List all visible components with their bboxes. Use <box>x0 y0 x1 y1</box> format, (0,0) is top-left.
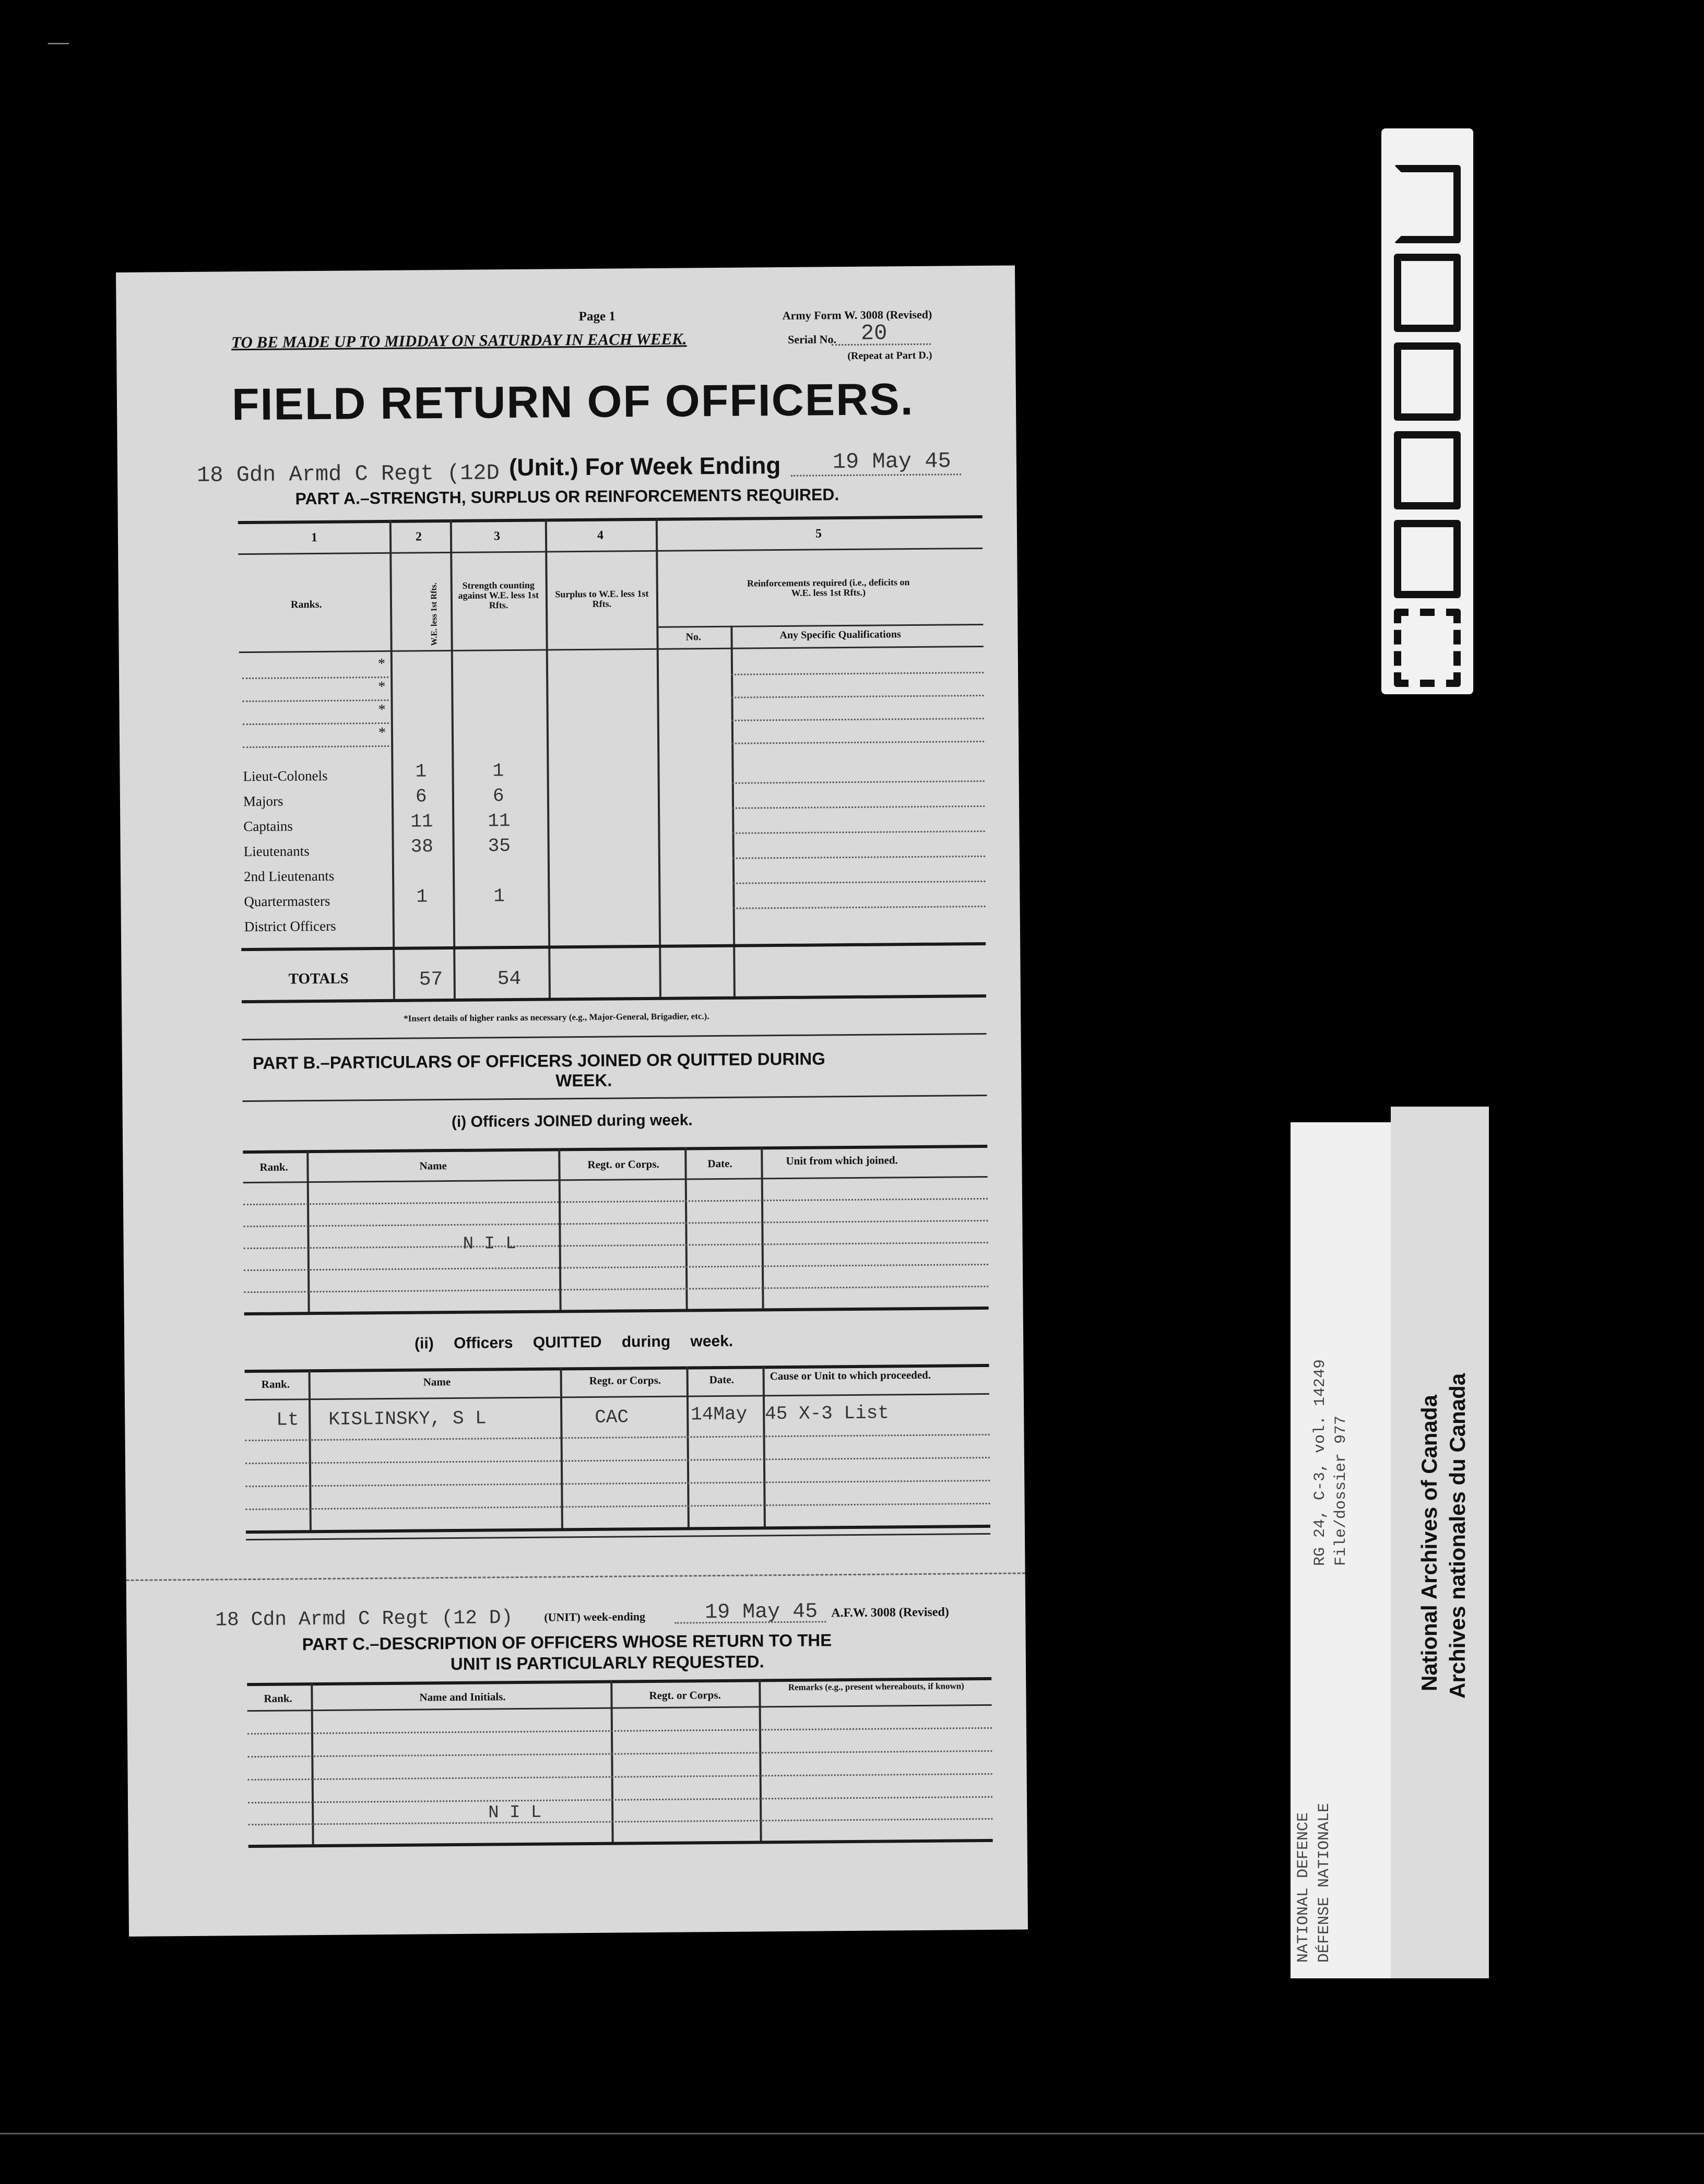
quitted-header-corps: Regt. or Corps. <box>589 1373 661 1387</box>
header-surplus: Surplus to W.E. less 1st Rfts. <box>555 588 649 609</box>
col-number-3: 3 <box>493 529 501 543</box>
target-digit-glyph <box>1394 165 1461 243</box>
target-digit-glyph <box>1394 342 1461 421</box>
rank-label: Lieut-Colonels <box>243 767 328 785</box>
we-value: 1 <box>416 886 428 908</box>
we-value: 38 <box>410 836 434 858</box>
rank-label: Lieutenants <box>243 843 310 860</box>
rank-label: Captains <box>243 818 293 835</box>
serial-note: (Repeat at Part D.) <box>847 349 932 362</box>
totals-label: TOTALS <box>288 970 349 988</box>
department-name-fr: DÉFENSE NATIONALE <box>1316 1802 1333 1963</box>
strength-value: 6 <box>492 785 504 807</box>
part-b-title-week: WEEK. <box>555 1070 612 1090</box>
quitted-cause: 45 X-3 List <box>765 1402 890 1425</box>
target-digit-glyph <box>1394 520 1461 598</box>
part-c-nil: N I L <box>488 1802 542 1823</box>
star-mark: * <box>378 724 386 741</box>
corner-mark: — <box>48 30 69 53</box>
star-mark: * <box>377 655 386 672</box>
serial-label: Serial No. <box>787 333 837 346</box>
target-digit-glyph <box>1394 431 1461 509</box>
header-we: W.E. less 1st Rfts. <box>429 582 439 646</box>
strength-value: 1 <box>493 885 505 907</box>
archive-reference: RG 24, C-3, vol. 14249 <box>1311 1359 1329 1566</box>
header-specific-qualifications: Any Specific Qualifications <box>779 628 901 642</box>
joined-header-unit: Unit from which joined. <box>786 1154 898 1167</box>
we-value: 11 <box>410 811 433 833</box>
quitted-name: KISLINSKY, S L <box>328 1407 487 1430</box>
col-number-4: 4 <box>597 528 604 542</box>
serial-value: 20 <box>860 321 888 346</box>
form-sheet <box>116 265 1028 1936</box>
col-number-2: 2 <box>415 530 422 544</box>
form-instruction: TO BE MADE UP TO MIDDAY ON SATURDAY IN EACH WEEK. <box>231 329 687 352</box>
part-a-title: PART A.–STRENGTH, SURPLUS OR REINFORCEMENTS REQUIRED. <box>295 485 839 508</box>
archive-file: File/dossier 977 <box>1332 1415 1350 1566</box>
header-no: No. <box>685 631 702 643</box>
joined-header-date: Date. <box>707 1157 732 1170</box>
strength-value: 1 <box>492 760 504 782</box>
week-ending-value: 19 May 45 <box>832 448 951 475</box>
header-reinforcements: Reinforcements required (i.e., deficits on W.E. less 1st Rfts.) <box>747 577 910 598</box>
archive-name-fr: Archives nationales du Canada <box>1445 1373 1470 1699</box>
quitted-rank: Lt <box>276 1409 299 1431</box>
frame-edge <box>0 2133 1704 2134</box>
totals-strength: 54 <box>497 967 522 991</box>
frame-number-target <box>1381 128 1473 694</box>
part-b-title: PART B.–PARTICULARS OF OFFICERS JOINED OR QUITTED DURING <box>252 1049 825 1073</box>
joined-title: (i) Officers JOINED during week. <box>451 1111 693 1131</box>
target-digit-glyph <box>1394 609 1461 687</box>
part-c-header-name: Name and Initials. <box>419 1690 506 1704</box>
joined-header-corps: Regt. or Corps. <box>587 1157 659 1171</box>
we-value: 6 <box>415 786 427 808</box>
part-c-header-corps: Regt. or Corps. <box>649 1688 721 1702</box>
rank-label: Quartermasters <box>244 893 330 910</box>
quitted-header-rank: Rank. <box>261 1378 290 1391</box>
archive-name-en: National Archives of Canada <box>1417 1395 1441 1691</box>
header-ranks: Ranks. <box>290 598 322 611</box>
part-a-footnote: *Insert details of higher ranks as necessary (e.g., Major-General, Brigadier, etc.). <box>404 1011 709 1024</box>
unit-name: 18 Gdn Armd C Regt (12D <box>196 460 500 488</box>
target-digit-glyph <box>1394 254 1461 332</box>
unit-week-label: (Unit.) For Week Ending <box>508 452 781 481</box>
quitted-date: 14May <box>691 1403 748 1426</box>
page-number: Page 1 <box>578 309 616 324</box>
rank-label: 2nd Lieutenants <box>243 868 335 885</box>
totals-we: 57 <box>419 968 443 991</box>
part-c-week-ending: 19 May 45 <box>705 1600 818 1625</box>
rank-label: Majors <box>243 793 283 810</box>
quitted-header-date: Date. <box>709 1373 735 1386</box>
header-strength: Strength counting against W.E. less 1st Rfts. <box>458 579 539 611</box>
quitted-header-cause: Cause or Unit to which proceeded. <box>770 1368 931 1383</box>
part-c-title: PART C.–DESCRIPTION OF OFFICERS WHOSE RETURN TO THE <box>302 1630 832 1654</box>
star-mark: * <box>378 678 386 695</box>
col-number-5: 5 <box>815 527 822 541</box>
joined-header-rank: Rank. <box>259 1160 288 1173</box>
department-name: NATIONAL DEFENCE <box>1295 1812 1312 1963</box>
part-c-title-2: UNIT IS PARTICULARLY REQUESTED. <box>450 1652 764 1674</box>
quitted-corps: CAC <box>595 1406 629 1428</box>
joined-header-name: Name <box>419 1159 447 1172</box>
army-form-number: Army Form W. 3008 (Revised) <box>782 307 932 322</box>
star-mark: * <box>378 701 386 718</box>
part-c-unit-label: (UNIT) week-ending <box>544 1610 646 1624</box>
part-c-unit: 18 Cdn Armd C Regt (12 D) <box>215 1607 513 1632</box>
we-value: 1 <box>415 761 427 782</box>
joined-nil: N I L <box>463 1234 516 1254</box>
rank-label: District Officers <box>244 918 336 935</box>
strength-value: 35 <box>488 835 511 857</box>
part-c-form-ref: A.F.W. 3008 (Revised) <box>831 1605 949 1620</box>
quitted-title: (ii) Officers QUITTED during week. <box>414 1332 733 1352</box>
part-c-header-remarks: Remarks (e.g., present whereabouts, if known) <box>788 1681 964 1692</box>
strength-value: 11 <box>488 810 511 832</box>
form-title: FIELD RETURN OF OFFICERS. <box>231 374 914 430</box>
quitted-header-name: Name <box>423 1375 451 1388</box>
part-c-header-rank: Rank. <box>264 1692 292 1705</box>
col-number-1: 1 <box>311 530 318 545</box>
